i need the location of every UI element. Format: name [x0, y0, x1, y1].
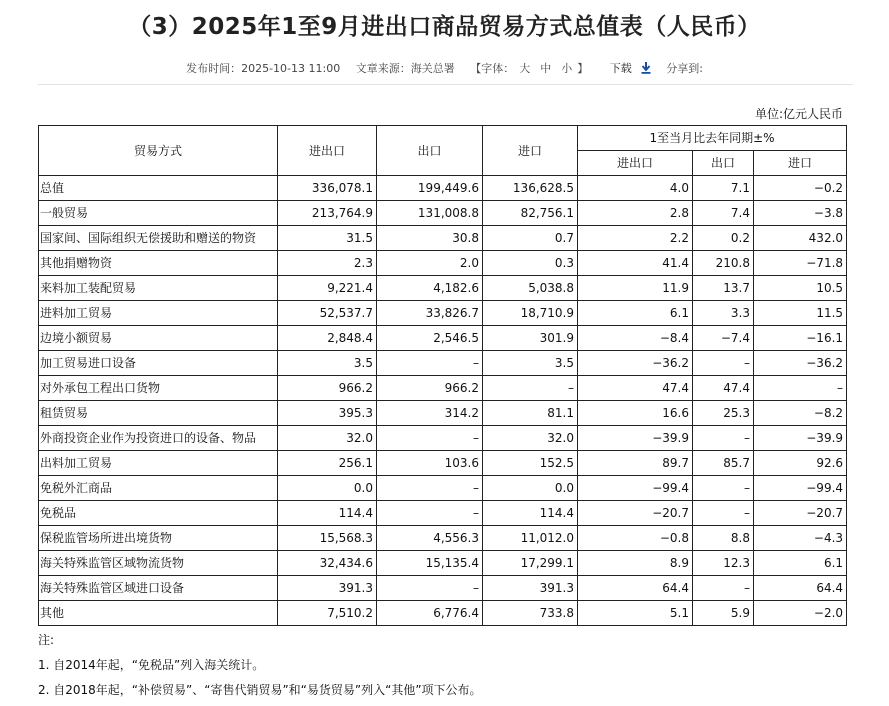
trade-mode-cell: 边境小额贸易: [39, 326, 278, 351]
import-cell: 3.5: [483, 351, 578, 376]
yoy-export-cell: –: [693, 426, 754, 451]
export-cell: 966.2: [377, 376, 483, 401]
header-total: 进出口: [278, 126, 377, 176]
font-size-small[interactable]: 小: [561, 62, 573, 75]
header-export: 出口: [377, 126, 483, 176]
table-row: [39, 251, 847, 276]
export-cell: 6,776.4: [377, 601, 483, 626]
total-cell: 32.0: [278, 426, 377, 451]
yoy-export-cell: –: [693, 476, 754, 501]
export-cell: –: [377, 501, 483, 526]
table-row: [39, 201, 847, 226]
trade-mode-cell: 保税监管场所进出境货物: [39, 526, 278, 551]
yoy-export-cell: 85.7: [693, 451, 754, 476]
table-row: [39, 501, 847, 526]
import-cell: 114.4: [483, 501, 578, 526]
export-cell: –: [377, 426, 483, 451]
yoy-total-cell: 2.2: [578, 226, 693, 251]
yoy-total-cell: 5.1: [578, 601, 693, 626]
yoy-export-cell: −7.4: [693, 326, 754, 351]
export-cell: 199,449.6: [377, 176, 483, 201]
yoy-import-cell: 432.0: [754, 226, 847, 251]
yoy-import-cell: 11.5: [754, 301, 847, 326]
yoy-import-cell: −20.7: [754, 501, 847, 526]
yoy-import-cell: −2.0: [754, 601, 847, 626]
yoy-total-cell: −36.2: [578, 351, 693, 376]
yoy-import-cell: –: [754, 376, 847, 401]
table-row: [39, 176, 847, 201]
yoy-export-cell: 8.8: [693, 526, 754, 551]
yoy-export-cell: –: [693, 576, 754, 601]
font-size-medium[interactable]: 中: [540, 62, 552, 75]
trade-mode-cell: 一般贸易: [39, 201, 278, 226]
notes: [38, 631, 482, 706]
total-cell: 31.5: [278, 226, 377, 251]
trade-mode-cell: 其他: [39, 601, 278, 626]
export-cell: 131,008.8: [377, 201, 483, 226]
table-body: [39, 176, 847, 626]
header-yoy-import: 进口: [754, 151, 847, 176]
yoy-total-cell: 11.9: [578, 276, 693, 301]
yoy-total-cell: 47.4: [578, 376, 693, 401]
table-row: [39, 576, 847, 601]
table-row: [39, 351, 847, 376]
yoy-total-cell: 8.9: [578, 551, 693, 576]
import-cell: 18,710.9: [483, 301, 578, 326]
import-cell: 733.8: [483, 601, 578, 626]
font-size-large[interactable]: 大: [519, 62, 531, 75]
total-cell: 3.5: [278, 351, 377, 376]
trade-mode-cell: 租赁贸易: [39, 401, 278, 426]
yoy-total-cell: 16.6: [578, 401, 693, 426]
trade-mode-cell: 国家间、国际组织无偿援助和赠送的物资: [39, 226, 278, 251]
import-cell: 82,756.1: [483, 201, 578, 226]
export-cell: 15,135.4: [377, 551, 483, 576]
total-cell: 32,434.6: [278, 551, 377, 576]
yoy-total-cell: −20.7: [578, 501, 693, 526]
total-cell: 15,568.3: [278, 526, 377, 551]
download-arrow-icon[interactable]: [641, 62, 651, 74]
yoy-import-cell: 64.4: [754, 576, 847, 601]
trade-mode-cell: 来料加工装配贸易: [39, 276, 278, 301]
table-row: [39, 476, 847, 501]
header-divider: [38, 84, 853, 85]
yoy-total-cell: 64.4: [578, 576, 693, 601]
font-size-control: 【字体： 大 中 小 】: [470, 62, 589, 75]
page-title: （3）2025年1至9月进出口商品贸易方式总值表（人民币）: [128, 14, 761, 40]
trade-mode-cell: 免税品: [39, 501, 278, 526]
share-label[interactable]: 分享到:: [666, 62, 703, 75]
yoy-export-cell: 25.3: [693, 401, 754, 426]
total-cell: 213,764.9: [278, 201, 377, 226]
trade-mode-cell: 其他捐赠物资: [39, 251, 278, 276]
header-trade-mode: 贸易方式: [39, 126, 278, 176]
import-cell: 136,628.5: [483, 176, 578, 201]
trade-mode-cell: 出料加工贸易: [39, 451, 278, 476]
total-cell: 336,078.1: [278, 176, 377, 201]
yoy-export-cell: 47.4: [693, 376, 754, 401]
note-item: 2. 自2018年起，“补偿贸易”、“寄售代销贸易”和“易货贸易”列入“其他”项下公布。: [38, 683, 482, 697]
export-cell: –: [377, 476, 483, 501]
table-row: [39, 601, 847, 626]
yoy-import-cell: 10.5: [754, 276, 847, 301]
notes-heading: 注:: [38, 633, 55, 647]
table-row: [39, 301, 847, 326]
export-cell: 2,546.5: [377, 326, 483, 351]
yoy-export-cell: –: [693, 501, 754, 526]
yoy-import-cell: −71.8: [754, 251, 847, 276]
yoy-total-cell: −99.4: [578, 476, 693, 501]
total-cell: 9,221.4: [278, 276, 377, 301]
header-yoy-export: 出口: [693, 151, 754, 176]
yoy-import-cell: −8.2: [754, 401, 847, 426]
yoy-total-cell: 6.1: [578, 301, 693, 326]
header-yoy-total: 进出口: [578, 151, 693, 176]
article-meta: [0, 60, 889, 76]
yoy-import-cell: −39.9: [754, 426, 847, 451]
publish-time: 发布时间：2025-10-13 11:00: [186, 62, 341, 75]
import-cell: 0.7: [483, 226, 578, 251]
yoy-import-cell: −3.8: [754, 201, 847, 226]
export-cell: –: [377, 351, 483, 376]
import-cell: 17,299.1: [483, 551, 578, 576]
export-cell: 4,556.3: [377, 526, 483, 551]
export-cell: 4,182.6: [377, 276, 483, 301]
yoy-export-cell: 210.8: [693, 251, 754, 276]
table-row: [39, 276, 847, 301]
total-cell: 256.1: [278, 451, 377, 476]
yoy-total-cell: 4.0: [578, 176, 693, 201]
yoy-import-cell: −4.3: [754, 526, 847, 551]
total-cell: 391.3: [278, 576, 377, 601]
export-cell: 103.6: [377, 451, 483, 476]
article-source: 文章来源：海关总署: [355, 62, 455, 75]
total-cell: 2,848.4: [278, 326, 377, 351]
header-yoy-group: 1至当月比去年同期±%: [578, 126, 847, 151]
table-row: [39, 551, 847, 576]
table-row: [39, 226, 847, 251]
table-row: [39, 376, 847, 401]
yoy-total-cell: −39.9: [578, 426, 693, 451]
yoy-total-cell: 41.4: [578, 251, 693, 276]
yoy-total-cell: 2.8: [578, 201, 693, 226]
import-cell: –: [483, 376, 578, 401]
import-cell: 301.9: [483, 326, 578, 351]
export-cell: –: [377, 576, 483, 601]
export-cell: 314.2: [377, 401, 483, 426]
yoy-export-cell: 7.1: [693, 176, 754, 201]
table-row: [39, 451, 847, 476]
table-row: [39, 326, 847, 351]
table-row: [39, 426, 847, 451]
yoy-import-cell: −36.2: [754, 351, 847, 376]
note-item: 1. 自2014年起，“免税品”列入海关统计。: [38, 658, 265, 672]
total-cell: 0.0: [278, 476, 377, 501]
import-cell: 0.3: [483, 251, 578, 276]
export-cell: 30.8: [377, 226, 483, 251]
import-cell: 11,012.0: [483, 526, 578, 551]
yoy-export-cell: 5.9: [693, 601, 754, 626]
trade-mode-cell: 对外承包工程出口货物: [39, 376, 278, 401]
total-cell: 7,510.2: [278, 601, 377, 626]
trade-mode-table: [38, 125, 847, 626]
total-cell: 2.3: [278, 251, 377, 276]
yoy-import-cell: −16.1: [754, 326, 847, 351]
trade-mode-cell: 总值: [39, 176, 278, 201]
yoy-total-cell: −8.4: [578, 326, 693, 351]
import-cell: 152.5: [483, 451, 578, 476]
total-cell: 114.4: [278, 501, 377, 526]
yoy-total-cell: 89.7: [578, 451, 693, 476]
total-cell: 966.2: [278, 376, 377, 401]
import-cell: 391.3: [483, 576, 578, 601]
yoy-export-cell: 7.4: [693, 201, 754, 226]
yoy-import-cell: −0.2: [754, 176, 847, 201]
trade-mode-cell: 加工贸易进口设备: [39, 351, 278, 376]
yoy-export-cell: 12.3: [693, 551, 754, 576]
import-cell: 81.1: [483, 401, 578, 426]
yoy-export-cell: 13.7: [693, 276, 754, 301]
yoy-import-cell: 92.6: [754, 451, 847, 476]
unit-label: 单位:亿元人民币: [754, 107, 843, 121]
trade-mode-cell: 海关特殊监管区域进口设备: [39, 576, 278, 601]
export-cell: 33,826.7: [377, 301, 483, 326]
yoy-total-cell: −0.8: [578, 526, 693, 551]
trade-mode-cell: 外商投资企业作为投资进口的设备、物品: [39, 426, 278, 451]
total-cell: 52,537.7: [278, 301, 377, 326]
trade-mode-cell: 免税外汇商品: [39, 476, 278, 501]
yoy-import-cell: 6.1: [754, 551, 847, 576]
table-row: [39, 401, 847, 426]
table-row: [39, 526, 847, 551]
yoy-export-cell: 3.3: [693, 301, 754, 326]
header-import: 进口: [483, 126, 578, 176]
total-cell: 395.3: [278, 401, 377, 426]
import-cell: 0.0: [483, 476, 578, 501]
trade-mode-cell: 海关特殊监管区域物流货物: [39, 551, 278, 576]
download-link[interactable]: 下载: [604, 62, 651, 75]
yoy-import-cell: −99.4: [754, 476, 847, 501]
import-cell: 5,038.8: [483, 276, 578, 301]
import-cell: 32.0: [483, 426, 578, 451]
yoy-export-cell: 0.2: [693, 226, 754, 251]
yoy-export-cell: –: [693, 351, 754, 376]
trade-mode-cell: 进料加工贸易: [39, 301, 278, 326]
export-cell: 2.0: [377, 251, 483, 276]
